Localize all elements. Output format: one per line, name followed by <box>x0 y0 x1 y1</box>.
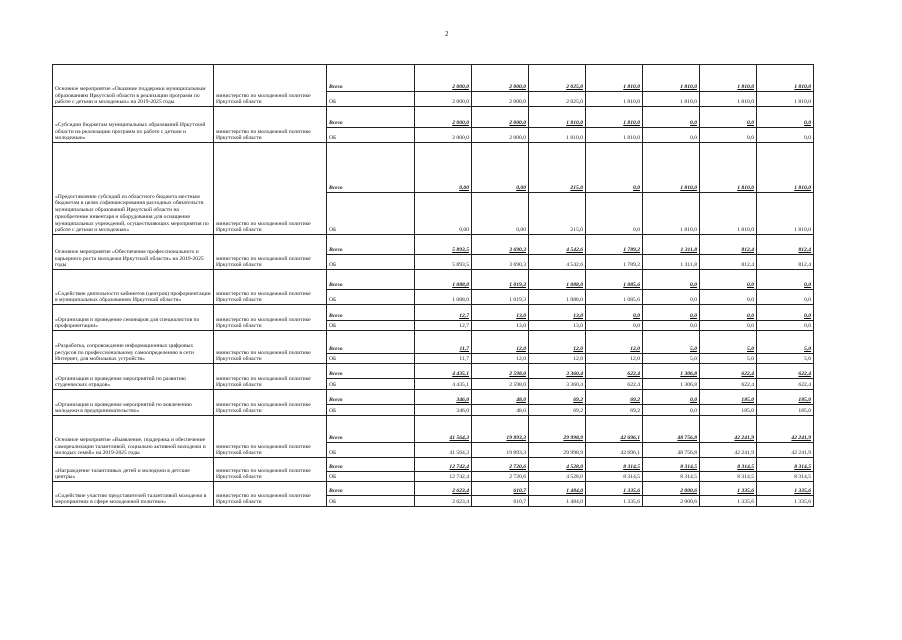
source-vsego-cell: Всего <box>327 364 415 379</box>
value-cell-ob: 1 789,2 <box>586 255 643 270</box>
value-cell-ob: 1 810,0 <box>586 128 643 143</box>
value-cell-ob: 2 000,0 <box>415 92 472 107</box>
table-row <box>53 305 814 321</box>
table-row <box>53 458 814 472</box>
value-cell-ob: 1 335,6 <box>700 496 757 507</box>
value-cell-ob: 11,7 <box>415 354 472 364</box>
source-vsego-cell: Всего <box>327 107 415 128</box>
value-cell-ob: 0,0 <box>700 290 757 305</box>
source-ob-cell: ОБ <box>327 128 415 143</box>
event-name-cell: «Организация и проведение мероприятий по развитию студенческих отрядов» <box>53 364 214 390</box>
source-ob-cell: ОБ <box>327 193 415 235</box>
value-cell-total: 2 598,0 <box>472 364 529 379</box>
source-vsego-cell: Всего <box>327 65 415 92</box>
value-cell-ob: 0,0 <box>643 321 700 331</box>
value-cell-total: 0,0 <box>643 107 700 128</box>
value-cell-ob: 4 528,0 <box>529 472 586 482</box>
value-cell-ob: 13,0 <box>472 321 529 331</box>
value-cell-total: 0,00 <box>415 143 472 193</box>
table-row <box>53 416 814 443</box>
value-cell-total: 8 314,5 <box>643 458 700 472</box>
responsible-cell: министерство по молодежной политике Иркутской области <box>214 416 327 458</box>
source-ob-cell: ОБ <box>327 405 415 416</box>
value-cell-ob: 0,0 <box>757 290 814 305</box>
table-body <box>53 65 814 507</box>
value-cell-total: 1 810,0 <box>643 65 700 92</box>
value-cell-ob: 29 998,9 <box>529 443 586 458</box>
value-cell-ob: 69,2 <box>529 405 586 416</box>
value-cell-total: 12,0 <box>472 331 529 354</box>
value-cell-ob: 1 810,0 <box>700 92 757 107</box>
value-cell-total: 185,0 <box>700 390 757 405</box>
value-cell-total: 1 306,8 <box>643 364 700 379</box>
value-cell-total: 11,7 <box>415 331 472 354</box>
value-cell-ob: 5,0 <box>757 354 814 364</box>
value-cell-ob: 42 241,9 <box>757 443 814 458</box>
value-cell-ob: 185,0 <box>757 405 814 416</box>
value-cell-total: 0,0 <box>757 305 814 321</box>
event-name-cell: «Предоставление субсидий из областного бюджета местным бюджетам в целях софинансирования расходных обязательств муниципальных образований Иркутской области на приобретение инвентаря и оборудования для оснащения муниципальных учреждений, осуществляющих мероприятия по работе с детьми и молодежью» <box>53 143 214 235</box>
value-cell-ob: 1 810,0 <box>643 92 700 107</box>
value-cell-total: 1 810,0 <box>586 107 643 128</box>
responsible-cell: министерство по молодежной политике Иркутской области <box>214 482 327 507</box>
event-name-cell: «Награждение талантливых детей и молодежи в детские центры» <box>53 458 214 482</box>
value-cell-ob: 1 085,6 <box>586 290 643 305</box>
value-cell-ob: 185,0 <box>700 405 757 416</box>
source-ob-cell: ОБ <box>327 354 415 364</box>
value-cell-ob: 19 893,3 <box>472 443 529 458</box>
value-cell-ob: 0,00 <box>472 193 529 235</box>
value-cell-ob: 2 000,0 <box>472 128 529 143</box>
value-cell-total: 622,4 <box>757 364 814 379</box>
source-vsego-cell: Всего <box>327 416 415 443</box>
responsible-cell: министерство по молодежной политике Иркутской области <box>214 270 327 305</box>
source-ob-cell: ОБ <box>327 443 415 458</box>
value-cell-ob: 4 435,1 <box>415 379 472 390</box>
value-cell-total: 1 810,0 <box>643 143 700 193</box>
value-cell-ob: 1 311,8 <box>643 255 700 270</box>
value-cell-total: 1 810,0 <box>586 65 643 92</box>
value-cell-total: 215,0 <box>529 143 586 193</box>
responsible-cell: министерство по молодежной политике Иркутской области <box>214 364 327 390</box>
value-cell-ob: 1 810,0 <box>586 92 643 107</box>
value-cell-ob: 3 690,3 <box>472 255 529 270</box>
value-cell-total: 0,0 <box>700 107 757 128</box>
value-cell-total: 1 810,0 <box>700 65 757 92</box>
value-cell-ob: 1 335,6 <box>586 496 643 507</box>
value-cell-total: 812,4 <box>700 235 757 255</box>
event-name-cell: «Разработка, сопровождение информационных цифровых ресурсов по профессиональному самоопределению в сети Интернет, для мобильных устройств» <box>53 331 214 364</box>
value-cell-ob: 610,7 <box>472 496 529 507</box>
value-cell-ob: 1 306,8 <box>643 379 700 390</box>
value-cell-total: 5 893,5 <box>415 235 472 255</box>
source-vsego-cell: Всего <box>327 482 415 496</box>
source-ob-cell: ОБ <box>327 496 415 507</box>
table-row <box>53 270 814 290</box>
value-cell-total: 12 742,4 <box>415 458 472 472</box>
value-cell-ob: 12,0 <box>472 354 529 364</box>
value-cell-total: 5,0 <box>757 331 814 354</box>
value-cell-total: 0,0 <box>586 143 643 193</box>
value-cell-ob: 2 598,0 <box>472 379 529 390</box>
value-cell-total: 1 335,6 <box>700 482 757 496</box>
value-cell-total: 42 241,9 <box>700 416 757 443</box>
value-cell-total: 3 690,3 <box>472 235 529 255</box>
value-cell-ob: 4 542,6 <box>529 255 586 270</box>
value-cell-ob: 0,0 <box>643 290 700 305</box>
value-cell-ob: 346,0 <box>415 405 472 416</box>
event-name-cell: Основное мероприятие «Оказание поддержки муниципальным образованиям Иркутской области в реализации программ по работе с детьми и молодежью» на 2019-2025 годы <box>53 65 214 107</box>
value-cell-total: 622,4 <box>586 364 643 379</box>
value-cell-ob: 13,0 <box>529 321 586 331</box>
value-cell-total: 1 019,3 <box>472 270 529 290</box>
value-cell-ob: 2 623,4 <box>415 496 472 507</box>
value-cell-ob: 0,00 <box>415 193 472 235</box>
responsible-cell: министерство по молодежной политике Иркутской области <box>214 235 327 270</box>
value-cell-ob: 41 564,3 <box>415 443 472 458</box>
value-cell-total: 185,0 <box>757 390 814 405</box>
value-cell-ob: 1 810,0 <box>529 128 586 143</box>
value-cell-total: 41 564,3 <box>415 416 472 443</box>
value-cell-total: 4 542,6 <box>529 235 586 255</box>
responsible-cell: министерство по молодежной политике Иркутской области <box>214 143 327 235</box>
value-cell-total: 1 789,2 <box>586 235 643 255</box>
responsible-cell: министерство по молодежной политике Иркутской области <box>214 305 327 331</box>
value-cell-total: 42 696,1 <box>586 416 643 443</box>
value-cell-total: 1 088,0 <box>415 270 472 290</box>
value-cell-total: 0,00 <box>472 143 529 193</box>
value-cell-ob: 1 088,0 <box>415 290 472 305</box>
value-cell-ob: 12,7 <box>415 321 472 331</box>
value-cell-ob: 5,0 <box>643 354 700 364</box>
responsible-cell: министерство по молодежной политике Иркутской области <box>214 390 327 416</box>
value-cell-ob: 42 241,9 <box>700 443 757 458</box>
value-cell-ob: 0,0 <box>643 405 700 416</box>
table-row <box>53 107 814 128</box>
value-cell-total: 8 314,5 <box>586 458 643 472</box>
value-cell-total: 2 623,4 <box>415 482 472 496</box>
source-ob-cell: ОБ <box>327 92 415 107</box>
value-cell-ob: 1 810,0 <box>700 193 757 235</box>
value-cell-ob: 0,0 <box>757 128 814 143</box>
value-cell-ob: 1 088,0 <box>529 290 586 305</box>
responsible-cell: министерство по молодежной политике Иркутской области <box>214 331 327 364</box>
table-row <box>53 364 814 379</box>
value-cell-ob: 12 742,4 <box>415 472 472 482</box>
value-cell-total: 2 000,0 <box>415 107 472 128</box>
table-row <box>53 65 814 92</box>
responsible-cell: министерство по молодежной политике Иркутской области <box>214 458 327 482</box>
source-vsego-cell: Всего <box>327 143 415 193</box>
value-cell-ob: 12,0 <box>529 354 586 364</box>
value-cell-ob: 2 000,0 <box>472 92 529 107</box>
value-cell-ob: 0,0 <box>643 128 700 143</box>
value-cell-ob: 5,0 <box>700 354 757 364</box>
value-cell-total: 0,0 <box>700 305 757 321</box>
source-vsego-cell: Всего <box>327 458 415 472</box>
value-cell-total: 48,0 <box>472 390 529 405</box>
value-cell-total: 0,0 <box>586 305 643 321</box>
event-name-cell: «Субсидии бюджетам муниципальных образований Иркутской области на реализацию программ по работе с детьми и молодежью» <box>53 107 214 143</box>
source-vsego-cell: Всего <box>327 390 415 405</box>
value-cell-total: 5,0 <box>700 331 757 354</box>
page-number: 2 <box>445 30 449 38</box>
value-cell-ob: 8 314,5 <box>757 472 814 482</box>
value-cell-total: 1 335,6 <box>586 482 643 496</box>
value-cell-ob: 0,0 <box>757 321 814 331</box>
source-ob-cell: ОБ <box>327 290 415 305</box>
value-cell-ob: 622,4 <box>700 379 757 390</box>
source-ob-cell: ОБ <box>327 472 415 482</box>
value-cell-ob: 1 484,0 <box>529 496 586 507</box>
source-ob-cell: ОБ <box>327 379 415 390</box>
value-cell-ob: 3 360,4 <box>529 379 586 390</box>
value-cell-ob: 1 019,3 <box>472 290 529 305</box>
budget-table <box>52 64 814 507</box>
event-name-cell: Основное мероприятие «Обеспечение профессионального и карьерного роста молодежи Иркутской области» на 2019-2025 годы <box>53 235 214 270</box>
value-cell-total: 1 484,0 <box>529 482 586 496</box>
value-cell-ob: 8 314,5 <box>700 472 757 482</box>
value-cell-total: 8 314,5 <box>757 458 814 472</box>
value-cell-ob: 48,0 <box>472 405 529 416</box>
value-cell-total: 4 528,0 <box>529 458 586 472</box>
value-cell-total: 2 000,6 <box>643 482 700 496</box>
value-cell-total: 1 810,0 <box>700 143 757 193</box>
value-cell-total: 12,7 <box>415 305 472 321</box>
table-row <box>53 390 814 405</box>
value-cell-total: 2 000,0 <box>415 65 472 92</box>
value-cell-total: 13,0 <box>529 305 586 321</box>
value-cell-total: 12,0 <box>586 331 643 354</box>
source-vsego-cell: Всего <box>327 235 415 255</box>
value-cell-total: 1 085,6 <box>586 270 643 290</box>
value-cell-ob: 0,0 <box>586 193 643 235</box>
value-cell-total: 13,0 <box>472 305 529 321</box>
value-cell-ob: 1 335,6 <box>757 496 814 507</box>
value-cell-total: 42 241,9 <box>757 416 814 443</box>
value-cell-total: 8 314,5 <box>700 458 757 472</box>
value-cell-total: 3 360,4 <box>529 364 586 379</box>
source-vsego-cell: Всего <box>327 305 415 321</box>
value-cell-total: 19 893,3 <box>472 416 529 443</box>
value-cell-total: 1 088,0 <box>529 270 586 290</box>
value-cell-total: 0,0 <box>643 270 700 290</box>
value-cell-total: 1 810,0 <box>757 143 814 193</box>
value-cell-ob: 0,0 <box>700 321 757 331</box>
value-cell-ob: 12,0 <box>586 354 643 364</box>
value-cell-total: 2 000,0 <box>472 65 529 92</box>
value-cell-total: 48 756,8 <box>643 416 700 443</box>
event-name-cell: «Организация и проведение мероприятий по вовлечению молодежи в предпринимательство» <box>53 390 214 416</box>
value-cell-ob: 69,2 <box>586 405 643 416</box>
value-cell-ob: 42 696,1 <box>586 443 643 458</box>
value-cell-total: 1 810,0 <box>757 65 814 92</box>
value-cell-ob: 812,4 <box>757 255 814 270</box>
value-cell-total: 610,7 <box>472 482 529 496</box>
value-cell-total: 622,4 <box>700 364 757 379</box>
value-cell-total: 1 810,0 <box>529 107 586 128</box>
value-cell-ob: 2 000,6 <box>643 496 700 507</box>
value-cell-ob: 622,4 <box>757 379 814 390</box>
value-cell-ob: 48 756,8 <box>643 443 700 458</box>
value-cell-ob: 1 810,0 <box>757 193 814 235</box>
table-row <box>53 235 814 255</box>
table-row <box>53 482 814 496</box>
event-name-cell: Основное мероприятие «Выявление, поддержка и обеспечение самореализации талантливой, социально активной молодежи и молодых семей» на 2019-2025 годы <box>53 416 214 458</box>
source-ob-cell: ОБ <box>327 321 415 331</box>
value-cell-total: 4 435,1 <box>415 364 472 379</box>
event-name-cell: «Содействие деятельности кабинетов (центров) профориентации в муниципальных образованиях Иркутской области» <box>53 270 214 305</box>
value-cell-ob: 0,0 <box>700 128 757 143</box>
value-cell-ob: 2 025,0 <box>529 92 586 107</box>
value-cell-total: 0,0 <box>643 305 700 321</box>
value-cell-ob: 2 000,0 <box>415 128 472 143</box>
value-cell-total: 346,0 <box>415 390 472 405</box>
event-name-cell: «Содействие участию представителей талантливой молодежи в мероприятиях в сфере молодежной политики» <box>53 482 214 507</box>
responsible-cell: министерство по молодежной политике Иркутской области <box>214 65 327 107</box>
value-cell-total: 2 000,0 <box>472 107 529 128</box>
value-cell-total: 69,2 <box>586 390 643 405</box>
value-cell-total: 1 335,6 <box>757 482 814 496</box>
value-cell-total: 0,0 <box>757 107 814 128</box>
value-cell-ob: 215,0 <box>529 193 586 235</box>
value-cell-ob: 812,4 <box>700 255 757 270</box>
source-vsego-cell: Всего <box>327 331 415 354</box>
table-row <box>53 143 814 193</box>
value-cell-total: 5,0 <box>643 331 700 354</box>
value-cell-total: 2 025,0 <box>529 65 586 92</box>
source-ob-cell: ОБ <box>327 255 415 270</box>
value-cell-ob: 1 810,0 <box>643 193 700 235</box>
responsible-cell: министерство по молодежной политике Иркутской области <box>214 107 327 143</box>
value-cell-total: 0,0 <box>757 270 814 290</box>
value-cell-ob: 5 893,5 <box>415 255 472 270</box>
value-cell-total: 812,4 <box>757 235 814 255</box>
value-cell-ob: 8 314,5 <box>643 472 700 482</box>
source-vsego-cell: Всего <box>327 270 415 290</box>
value-cell-total: 12,0 <box>529 331 586 354</box>
value-cell-ob: 1 810,0 <box>757 92 814 107</box>
value-cell-total: 0,0 <box>700 270 757 290</box>
value-cell-ob: 0,0 <box>586 321 643 331</box>
value-cell-total: 0,0 <box>643 390 700 405</box>
event-name-cell: «Организация и проведение семинаров для специалистов по профориентации» <box>53 305 214 331</box>
value-cell-total: 1 311,8 <box>643 235 700 255</box>
value-cell-total: 69,2 <box>529 390 586 405</box>
value-cell-total: 29 998,9 <box>529 416 586 443</box>
value-cell-ob: 2 720,6 <box>472 472 529 482</box>
table-row <box>53 331 814 354</box>
value-cell-total: 2 720,6 <box>472 458 529 472</box>
value-cell-ob: 8 314,5 <box>586 472 643 482</box>
value-cell-ob: 622,4 <box>586 379 643 390</box>
